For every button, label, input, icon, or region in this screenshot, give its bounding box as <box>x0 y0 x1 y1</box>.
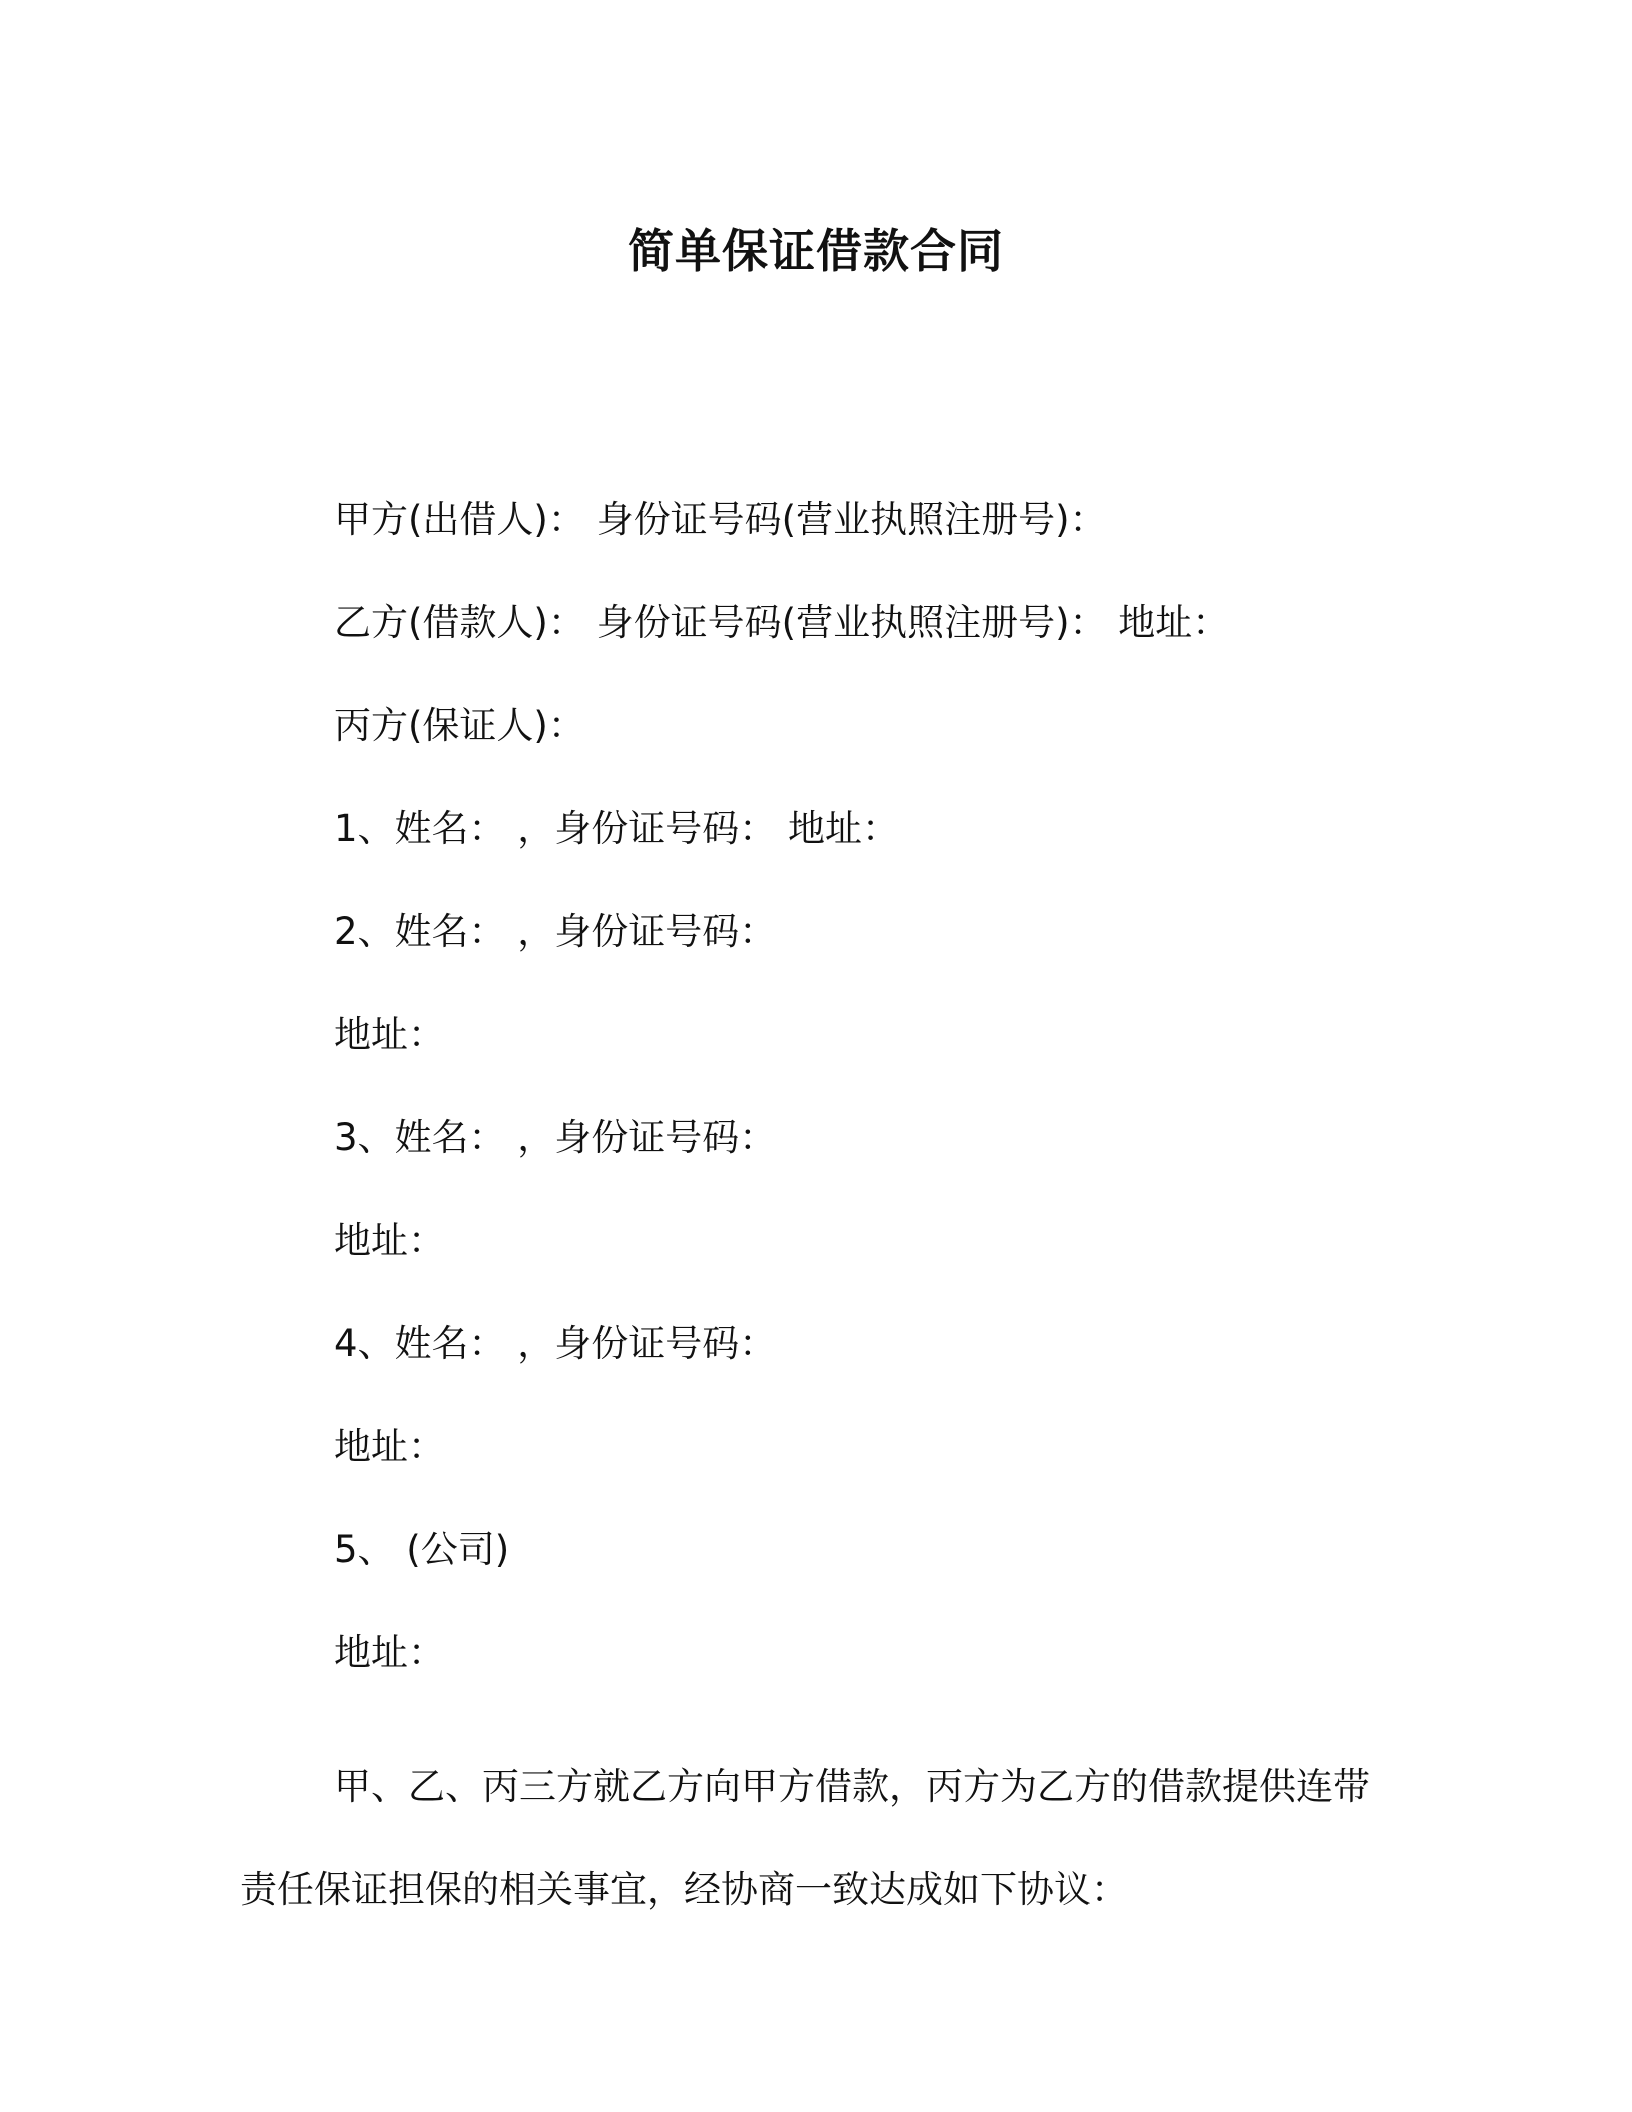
party-b-line: 乙方(借款人)： 身份证号码(营业执照注册号)： 地址： <box>334 601 1230 644</box>
document-title: 简单保证借款合同 <box>628 224 1004 278</box>
guarantor-1-line: 1、姓名： ，身份证号码： 地址： <box>334 807 900 850</box>
guarantor-3-line: 3、姓名： ，身份证号码： <box>334 1116 777 1159</box>
party-a-line: 甲方(出借人)： 身份证号码(营业执照注册号)： <box>334 498 1107 541</box>
guarantor-3-address: 地址： <box>334 1219 445 1262</box>
party-c-heading: 丙方(保证人)： <box>334 704 585 747</box>
guarantor-2-address: 地址： <box>334 1013 445 1056</box>
guarantor-2-line: 2、姓名： ，身份证号码： <box>334 910 777 953</box>
agreement-paragraph: 甲、乙、丙三方就乙方向甲方借款，丙方为乙方的借款提供连带责任保证担保的相关事宜，经协商一致达成如下协议： <box>240 1765 1370 1911</box>
guarantor-5-company-line: 5、 (公司) <box>334 1528 510 1571</box>
guarantor-4-address: 地址： <box>334 1425 445 1468</box>
guarantor-4-line: 4、姓名： ，身份证号码： <box>334 1322 777 1365</box>
guarantor-5-address: 地址： <box>334 1631 445 1674</box>
